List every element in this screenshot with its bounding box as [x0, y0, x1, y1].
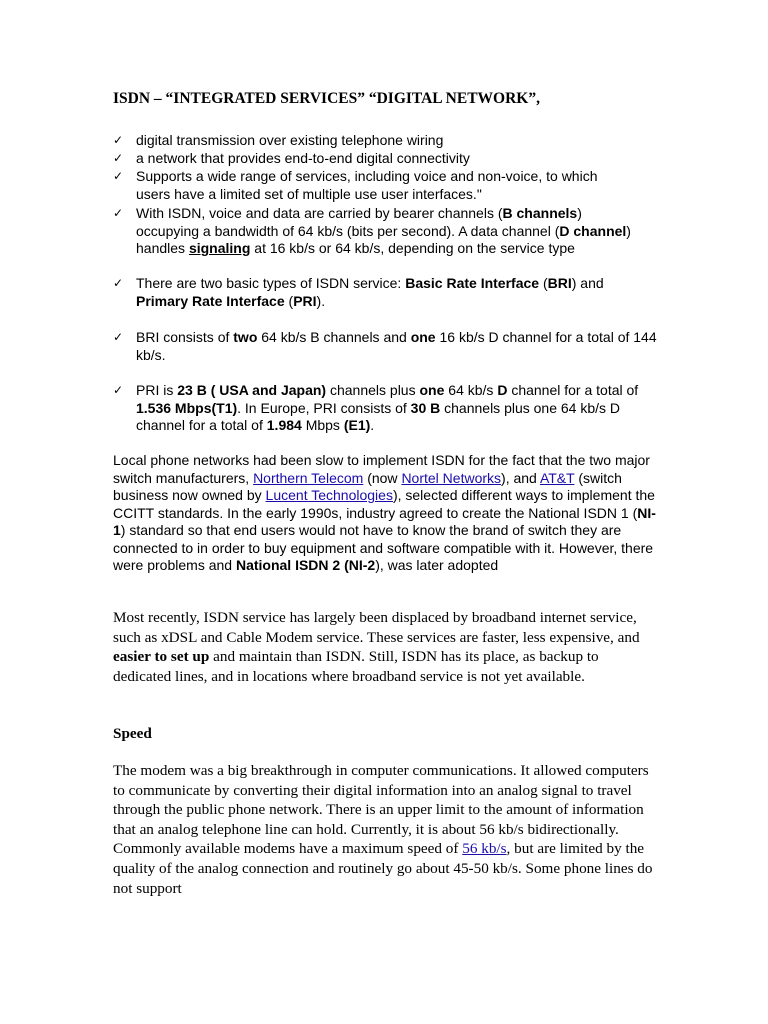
bullet-item	[113, 382, 643, 435]
bullet-text: channels plus one 64 kb/s D channel for a total of	[136, 399, 621, 433]
bullet-text: With ISDN, voice and data are carried by bearer channels (	[136, 205, 503, 221]
bullet-text: ) occupying a bandwidth of 64 kb/s (bits per second). A data channel (	[136, 205, 582, 239]
bullet-item	[113, 132, 673, 150]
bullet-bold-text: two	[233, 329, 258, 345]
title-part: INTEGRATED SERVICES	[173, 90, 358, 107]
paragraph-text: The modem was a big breakthrough in computer communications. It allowed computers to communicate by converting their digital information into an analog signal to travel through the public phone network. There is an upper limit to the amount of information that an analog telephone line can hold. Currently, it is about 56 kb/s bidirectionally. Commonly available modems have a maximum speed of	[113, 762, 649, 858]
paragraph-bold-text: National ISDN 2 (NI-2	[235, 557, 376, 573]
link-lucent-technologies[interactable]: Lucent Technologies	[265, 487, 393, 503]
page-title	[113, 90, 540, 108]
bullet-bold-text: PRI	[293, 292, 317, 309]
bullet-text: at 16 kb/s or 64 kb/s, depending on the service type	[250, 240, 575, 256]
paragraph-bold-text: easier to set up	[113, 648, 210, 666]
bullet-bold-text: 30 B	[410, 399, 441, 416]
bullet-bold-text: B channels	[502, 205, 578, 221]
checkmark-icon: ✓	[113, 383, 124, 397]
bullet-text: channels plus	[326, 382, 420, 398]
bullet-bold-text: BRI	[547, 275, 572, 291]
bullet-text: (	[284, 292, 294, 309]
paragraph-text: (switch business now owned by	[113, 469, 622, 503]
checkmark-icon: ✓	[113, 133, 124, 147]
paragraph-bold-text: NI-1	[113, 504, 656, 538]
bullet-item	[113, 329, 658, 364]
paragraph-text: (now	[363, 469, 402, 486]
bullet-text: . In Europe, PRI consists of	[237, 399, 411, 416]
paragraph-text: , but are limited by the quality of the analog connection and routinely go about 45-50 kb/s. Some phone lines do not support	[113, 840, 653, 897]
bullet-text: ) and	[571, 275, 604, 291]
paragraph-text: Most recently, ISDN service has largely been displaced by broadband internet service, such as xDSL and Cable Modem service. These services are faster, less expensive, and	[113, 609, 640, 646]
bullet-item	[113, 168, 623, 203]
paragraph-most-recently	[113, 608, 658, 686]
section-heading-speed	[113, 724, 663, 744]
bullet-text: ) handles	[136, 222, 631, 256]
checkmark-icon: ✓	[113, 169, 124, 183]
paragraph-text: and maintain than ISDN. Still, ISDN has its place, as backup to dedicated lines, and in locations where broadband service is not yet available.	[113, 648, 599, 685]
bullet-bold-text: D	[497, 382, 508, 398]
bullet-text: digital transmission over existing telephone wiring	[136, 132, 444, 148]
bullet-bold-text: one	[419, 382, 445, 398]
bullet-bold-text: (E1)	[343, 417, 371, 433]
bullet-text: ).	[316, 292, 326, 309]
bullet-text: a network that provides end-to-end digital connectivity	[136, 150, 470, 166]
bullet-bold-text: 1.536 Mbps(T1)	[136, 399, 238, 416]
bullet-bold-text: one	[410, 329, 436, 345]
bullet-bold-text: Basic Rate Interface	[405, 275, 540, 291]
paragraph-modem	[113, 761, 658, 898]
bullet-item	[113, 205, 643, 258]
bullet-text: 16 kb/s D channel for a total of 144 kb/s.	[136, 329, 657, 363]
bullet-bold-text: Primary Rate Interface	[136, 292, 285, 309]
bullet-text: Supports a wide range of services, including voice and non-voice, to which users have a limited set of multiple use user interfaces."	[136, 168, 598, 202]
checkmark-icon: ✓	[113, 151, 124, 165]
link-att[interactable]: AT&T	[539, 469, 575, 486]
bullet-text: 64 kb/s B channels and	[257, 329, 411, 345]
bullet-bold-text: 1.984	[266, 417, 302, 433]
paragraph-text: ) standard so that end users would not have to know the brand of switch they are connected to in order to buy equipment and software compatible with it. However, there were problems and	[113, 522, 654, 573]
bullet-text: Mbps	[301, 417, 344, 433]
checkmark-icon: ✓	[113, 330, 124, 344]
bullet-text: There are two basic types of ISDN service:	[136, 275, 406, 291]
bullet-text: BRI consists of	[136, 329, 234, 345]
paragraph-text: ), was later adopted	[375, 557, 499, 573]
heading-text: Speed	[113, 725, 152, 742]
paragraph-text: ), and	[501, 469, 540, 486]
checkmark-icon: ✓	[113, 276, 124, 290]
checkmark-icon: ✓	[113, 206, 124, 220]
bullet-text: (	[539, 275, 548, 291]
paragraph-text: Local phone networks had been slow to implement ISDN for the fact that the two major switch manufacturers,	[113, 452, 650, 486]
bullet-item	[113, 275, 613, 310]
paragraph-local-networks	[113, 452, 661, 575]
bullet-bold-text: D channel	[559, 222, 627, 239]
link-nortel-networks[interactable]: Nortel Networks	[401, 469, 502, 486]
bullet-text: 64 kb/s	[444, 382, 498, 398]
bullet-text: channel for a total of	[507, 382, 639, 398]
link-northern-telecom[interactable]: Northern Telecom	[253, 469, 364, 486]
title-part: DIGITAL NETWORK	[376, 90, 529, 107]
title-part: ISDN – “	[113, 90, 174, 107]
paragraph-text: ), selected different ways to implement the CCITT standards. In the early 1990s, industry agreed to create the National ISDN 1 (	[113, 487, 655, 521]
bullet-bold-text: 23 B ( USA and Japan)	[177, 382, 327, 398]
bullet-text: .	[370, 417, 375, 433]
title-part: ”,	[528, 90, 540, 107]
bullet-text: PRI is	[136, 382, 178, 398]
bullet-item	[113, 150, 673, 168]
link-56kbs[interactable]: 56 kb/s	[462, 840, 507, 858]
title-part: ” “	[357, 90, 377, 107]
bullet-bold-text: signaling	[188, 240, 251, 256]
